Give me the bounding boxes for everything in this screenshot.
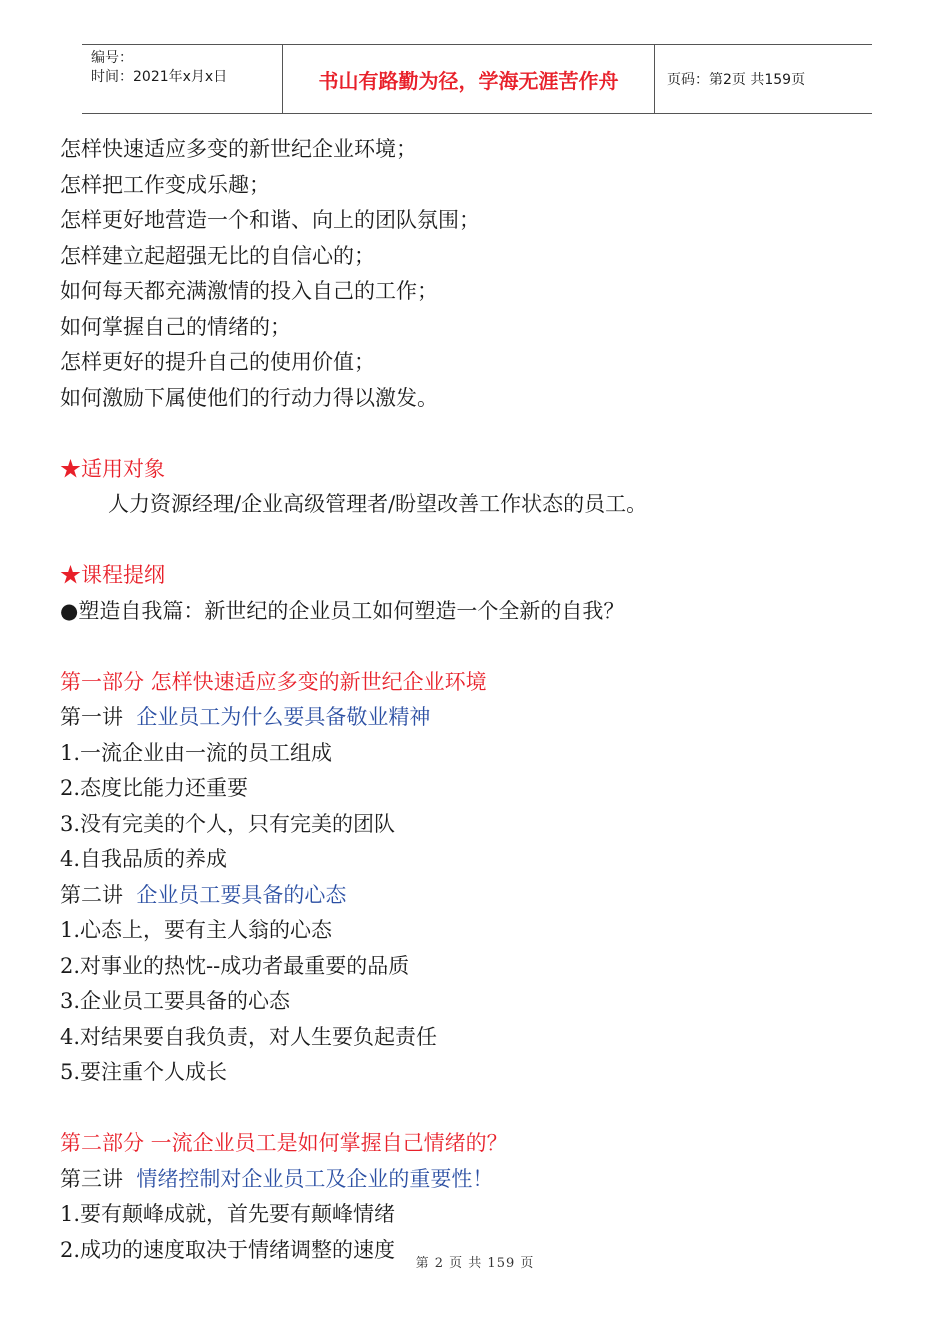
question-line: 怎样更好地营造一个和谐、向上的团队氛围； [60, 208, 480, 232]
question-line: 怎样把工作变成乐趣； [60, 172, 270, 197]
list-item: 2.态度比能力还重要 [60, 776, 249, 800]
lecture3-heading [60, 1162, 890, 1198]
lecture-label: 第二讲 [60, 882, 123, 907]
list-item: 1.心态上，要有主人翁的心态 [60, 918, 333, 942]
spacer [60, 629, 890, 665]
audience-heading: ★适用对象 [60, 456, 165, 481]
page-header [82, 44, 872, 114]
time-label: 时间：2021年x月x日 [91, 69, 228, 85]
lecture-label: 第三讲 [60, 1166, 123, 1191]
header-page-label: 页码：第2页 共159页 [667, 72, 806, 88]
header-motto-cell [283, 45, 655, 113]
part1-title: 第一部分 怎样快速适应多变的新世纪企业环境 [60, 669, 487, 694]
question-line: 怎样快速适应多变的新世纪企业环境； [60, 137, 417, 161]
list-item: 4.对结果要自我负责，对人生要负起责任 [60, 1024, 438, 1049]
code-label: 编号： [91, 50, 133, 66]
lecture-title: 企业员工为什么要具备敬业精神 [136, 705, 431, 729]
question-line: 如何每天都充满激情的投入自己的工作； [60, 279, 438, 303]
lecture-title: 企业员工要具备的心态 [136, 882, 347, 907]
header-meta [82, 45, 283, 113]
list-item: 3.企业员工要具备的心态 [60, 989, 291, 1013]
lecture-title: 情绪控制对企业员工及企业的重要性！ [136, 1166, 494, 1191]
question-line: 怎样更好的提升自己的使用价值； [60, 350, 375, 374]
lecture-label: 第一讲 [60, 705, 123, 729]
outline-heading: ★课程提纲 [60, 563, 165, 587]
spacer [60, 1091, 890, 1127]
spacer [60, 416, 890, 452]
lecture2-heading [60, 878, 890, 914]
question-line: 如何激励下属使他们的行动力得以激发。 [60, 385, 438, 410]
list-item: 1.一流企业由一流的员工组成 [60, 740, 333, 765]
list-item: 2.成功的速度取决于情绪调整的速度 [60, 1237, 396, 1262]
list-item: 5.要注重个人成长 [60, 1060, 228, 1084]
list-item: 4.自我品质的养成 [60, 847, 228, 871]
list-item: 2.对事业的热忱--成功者最重要的品质 [60, 953, 410, 978]
header-page-cell [655, 45, 872, 113]
audience-text: 人力资源经理/企业高级管理者/盼望改善工作状态的员工。 [108, 492, 648, 516]
document-body [60, 132, 890, 1268]
part2-title: 第二部分 一流企业员工是如何掌握自己情绪的？ [60, 1131, 508, 1155]
header-motto: 书山有路勤为径，学海无涯苦作舟 [318, 68, 619, 93]
question-line: 怎样建立起超强无比的自信心的； [60, 243, 375, 268]
list-item: 1.要有颠峰成就，首先要有颠峰情绪 [60, 1202, 396, 1226]
spacer [60, 523, 890, 559]
question-line: 如何掌握自己的情绪的； [60, 314, 291, 339]
outline-bullet: ●塑造自我篇：新世纪的企业员工如何塑造一个全新的自我？ [60, 598, 625, 623]
lecture1-heading [60, 700, 890, 736]
page-footer: 第 2 页 共 159 页 [415, 1256, 535, 1271]
list-item: 3.没有完美的个人，只有完美的团队 [60, 811, 396, 836]
